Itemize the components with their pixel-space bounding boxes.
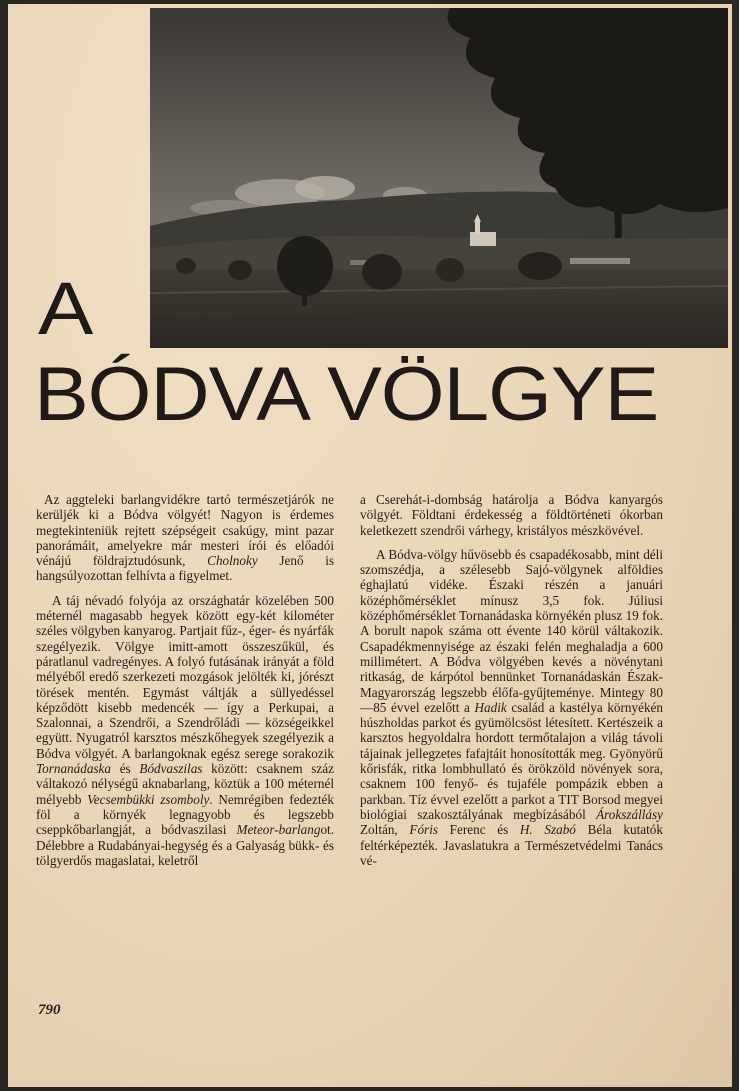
- right-column: [360, 492, 663, 868]
- text-run: a Cserehát-i-dombság határolja a Bódva kanyargós völgyét. Földtani érdekesség a földtörténeti ókorban keletkezett szendrői várhegy, kristályos mészkövével.: [360, 492, 663, 538]
- landscape-photo-icon: [150, 8, 728, 348]
- italic-name: Meteor-barlang: [236, 822, 321, 838]
- italic-name: Fóris: [409, 822, 438, 838]
- italic-name: Vecsembükki zsomboly: [87, 791, 210, 807]
- page-number: 790: [38, 1002, 61, 1018]
- title-line-1: A: [38, 267, 96, 350]
- italic-name: Tornanádaska: [36, 761, 111, 777]
- text-run: A táj névadó folyója az országhatár közelében 500 méternél magasabb hegyek között egy-két kilométer széles völgyben kanyarog. Partjait fűz-, éger- és nyárfák szegélyezik. Völgye imitt-amott összeszűkül, és páratlanul vadregényes. A folyó futásának irányát a föld mélyéből eredő szerkezeti mozgások jelölték ki, jórészt törések mentén. Egymást váltják a süllyedéssel képződött kisebb medencék — így a Perkupai, a Szalonnai, a Szendrői, a Szendrőládi — községeikkel együtt. Nyugatról karsztos mészkőhegyek szegélyezik a Bódva völgyét. A barlangoknak egész serege sorakozik: [36, 592, 334, 761]
- text-run: Zoltán,: [360, 822, 410, 838]
- italic-name: Hadik: [474, 699, 507, 715]
- italic-name: Árokszállásy: [596, 806, 663, 822]
- text-run: Béla kutatók feltérképezték. Javaslatukra a Természetvédelmi Tanács vé-: [360, 822, 663, 868]
- text-run: Jenő is hangsúlyozottan felhívta a figyelmet.: [36, 553, 335, 584]
- paragraph: [360, 492, 663, 538]
- paragraph: [36, 593, 334, 868]
- italic-name: Bódvaszilas: [139, 761, 203, 777]
- paragraph: [36, 492, 334, 584]
- italic-name: Cholnoky: [207, 553, 258, 569]
- magazine-page: [8, 4, 732, 1087]
- text-run: ot. Délebbre a Rudabányai-hegység és a Galyaság bükk- és tölgyerdős magaslatai, keletről: [36, 822, 334, 868]
- text-run: Ferenc és: [437, 822, 520, 838]
- title-line-2: BÓDVA VÖLGYE: [34, 352, 659, 437]
- text-run: család a kastélya környékén húszholdas parkot és gyümölcsöst létesített. Kertészeik a karsztos hegyoldalra hordott termőtalajon a világ távoli tájainak jellegzetes fafajtáit honosították meg. Gyönyörű kőrisfák, ritka lombhullató és örökzöld növények sora, csaknem 100 fenyő- és tujaféle pompázik ebben a parkban. Tíz évvel ezelőtt a parkot a TIT Borsod megyei biológiai szakosztályának megbízásából: [360, 699, 663, 822]
- italic-name: H. Szabó: [519, 822, 576, 838]
- text-run: A Bódva-völgy hűvösebb és csapadékosabb, mint déli szomszédja, a szélesebb Sajó-völgynek alföldies éghajlatú vidéke. Északi részén a januári középhőmérséklet mínusz 3,5 fok. Júliusi középhőmérséklet Tornanádaska környékén plusz 19 fok. A borult napok száma ott évente 140 körül váltakozik. Csapadékmennyisége az északi felén meghaladja a 600 millimétert. A Bódva völgyében kevés a növénytani ritkaság, de kárpótol bennünket Tornanádaskán Észak-Magyarország legszebb élőfa-gyűjteménye. Mintegy 80—85 évvel ezelőtt a: [360, 546, 663, 715]
- paragraph: [360, 547, 663, 868]
- text-run: . Nemrégiben fedezték föl a környék legnagyobb és legszebb cseppkőbarlangját, a bódvaszilasi: [36, 791, 334, 838]
- left-column: [36, 492, 334, 868]
- text-run: és: [111, 761, 140, 777]
- text-run: között: csaknem száz váltakozó nélységű aknabarlang, köztük a 100 méternél mélyebb: [36, 761, 334, 807]
- text-run: Az aggteleki barlangvidékre tartó természetjárók ne kerüljék ki a Bódva völgyét! Nagyon is érdemes megtekinteniük rejtett szépségeit csakúgy, mint pazar panorámáit, amelyekre már mesteri írói és előadói vénájú földrajztudósunk,: [36, 492, 334, 569]
- landscape-photo: [150, 8, 728, 348]
